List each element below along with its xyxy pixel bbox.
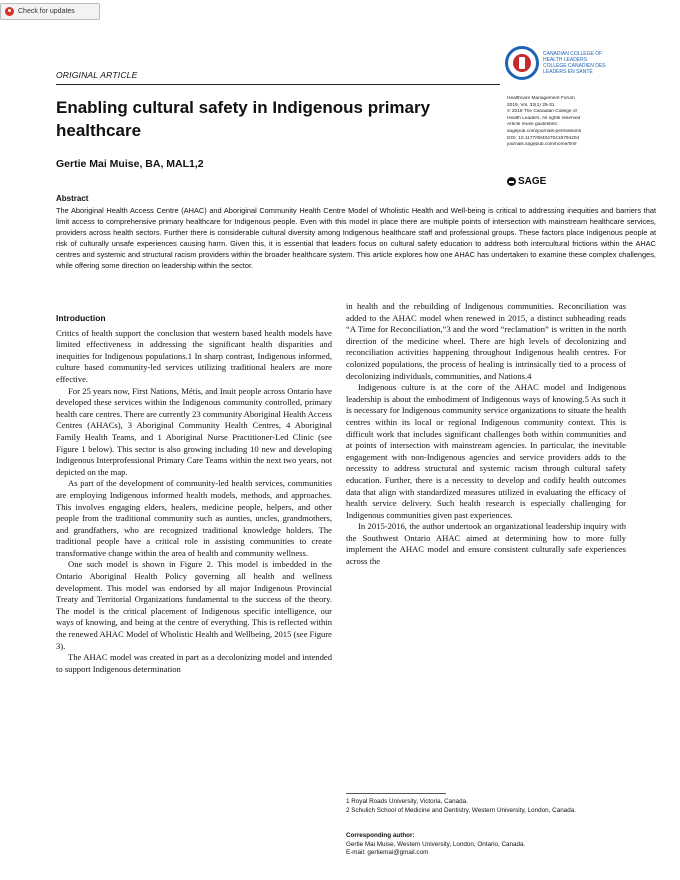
publisher-name: SAGE: [518, 176, 547, 187]
body-column-left: [56, 313, 332, 675]
paragraph: As part of the development of community-led health services, communities are employing Indigenous informed health models, methods, and approaches. This involves engaging elders, healers, medicine people, helpers, and other people from the traditional community such as aunties, uncles, grandmothers, and grandfathers, who are recognized traditional knowledge holders. The traditional people have a critical role in assisting communities to create transformative change within the area of health and community wellness.: [56, 478, 332, 558]
logo-line: CANADIAN COLLEGE OF: [543, 51, 603, 57]
header-divider: [56, 84, 500, 85]
check-updates-icon: [5, 7, 14, 16]
article-title: Enabling cultural safety in Indigenous primary healthcare: [56, 98, 431, 140]
correspondence: [346, 832, 646, 858]
paragraph: For 25 years now, First Nations, Métis, and Inuit people across Ontario have developed these services within the Indigenous community controlled, primary health care centres. There are currently 23 community Aboriginal Health Access Centres (AHACs), 3 Aboriginal Community Health Centres, 4 Aboriginal Family Health Teams, and 1 Aboriginal Nurse Practitioner-Led Clinic (see Figure 1 below). This sector is also growing including 10 new and developing Indigenous Interprofessional Primary Care Teams within the next two years, not depicted on the map.: [56, 385, 332, 477]
footnote-divider: [346, 793, 446, 794]
journal-info-line[interactable]: Article reuse guidelines:: [507, 122, 558, 128]
correspondence-heading: Corresponding author:: [346, 832, 415, 839]
paragraph: The AHAC model was created in part as a decolonizing model and intended to support Indigenous determination: [56, 652, 332, 674]
paragraph: One such model is shown in Figure 2. This model is imbedded in the Ontario Aboriginal Health Policy governing all health and wellness development. This model was endorsed by all major Indigenous Provincial Treaty and Territorial Organizations fundamental to the success of the theory. The model is the critical placement of Indigenous specific intelligence, our ways of knowing, and being at the centre of everything. This is reflected within the renewed AHAC Model of Wholistic Health and Wellbeing, 2015 (see Figure 3).: [56, 559, 332, 651]
logo-line: COLLÈGE CANADIEN DES: [543, 63, 606, 69]
author-line: Gertie Mai Muise, BA, MAL1,2: [56, 158, 204, 170]
journal-info-line[interactable]: sagepub.com/journals-permissions: [507, 128, 582, 134]
journal-home-link[interactable]: journals.sagepub.com/home/hmf: [507, 142, 577, 148]
affiliation-line: 2 Schulich School of Medicine and Dentistry, Western University, London, Canada.: [346, 806, 576, 814]
journal-info-line: © 2018 The Canadian College of: [507, 109, 577, 115]
paragraph: Critics of health support the conclusion that western based health models have limited effectiveness in addressing the significant health disparities and inequities for Indigenous populations.1 In sharp contrast, Indigenous informed, culture based community-led services utilizing traditional healers are more effective.: [56, 327, 332, 384]
journal-info-line: Health Leaders. All rights reserved: [507, 115, 581, 121]
sage-icon: [507, 177, 516, 186]
article-type: ORIGINAL ARTICLE: [56, 70, 138, 80]
journal-info: [507, 96, 627, 149]
logo-line: LEADERS EN SANTÉ: [543, 69, 593, 75]
affiliations: [346, 798, 646, 815]
logo-line: HEALTH LEADERS: [543, 57, 588, 63]
section-heading: Introduction: [56, 313, 106, 323]
affiliation-line: 1 Royal Roads University, Victoria, Canada.: [346, 798, 468, 805]
journal-info-line: 2019, Vol. 32(1) 25-31: [507, 102, 555, 108]
correspondence-email[interactable]: E-mail: gertiemai@gmail.com: [346, 849, 429, 857]
check-for-updates-badge[interactable]: [0, 3, 100, 20]
abstract-text: The Aboriginal Health Access Centre (AHAC) and Aboriginal Community Health Centre Model of Wholistic Health and Well-being is critical to addressing inequities and barriers that limit access to comprehensive primary healthcare for Indigenous people. Even with this model in place there are multiple points of intersection with mainstream healthcare services, providers across health sectors. Further there is considerable cultural diversity among Indigenous healthcare staff and professional groups. These factors place Indigenous people at risk of culturally unsafe experiences causing harm. Given this, it is essential that leaders focus on cultural safety education to address both intercultural frictions within the AHAC centres and systemic and structural racism providers within the broader healthcare system. This article explores how one AHAC has undertaken to examine these complex challenges, while offering some direction on leadership within the sector.: [56, 206, 656, 270]
body-column-right: [346, 301, 626, 568]
paragraph: in health and the rebuilding of Indigenous communities. Reconciliation was added to the AHAC model when renewed in 2015, a distinct subheading reads “A Time for Reconciliation,”3 and the word “reclamation” is written in the north direction of the medicine wheel. There are high levels of decolonizing and reconciliation activities happening throughout Indigenous health centres. For colonized populations, the process of healing is intrinsically tied to a process of decolonizing individuals, communities, and Nations.4: [346, 301, 626, 381]
abstract-heading: Abstract: [56, 194, 89, 203]
correspondence-address: Gertie Mai Muise, Western University, London, Ontario, Canada.: [346, 840, 526, 848]
college-logo-text: [543, 51, 623, 75]
doi-link[interactable]: DOI: 10.1177/0840470418794204: [507, 135, 580, 141]
publisher-logo: [507, 176, 546, 187]
journal-info-line: Healthcare Management Forum: [507, 96, 575, 101]
college-seal-icon: [505, 46, 539, 80]
paragraph: Indigenous culture is at the core of the AHAC model and Indigenous leadership is about the embodiment of Indigenous ways of knowing.5 As such it is necessary for Indigenous community service organizations to situate the health centres within its local or regional Indigenous community context. This is difficult work that includes significant challenges both within communities and at points of intersection with mainstream agencies. In particular, the inevitable engagement with non-Indigenous agencies and service providers adds to the necessity to address structural and systemic racism through cultural safety education. Further, there is a necessity to develop and codify health outcomes data that align with standardized measures utilized in evaluating the efficacy of health service delivery. Such health research is especially challenging for Indigenous communities given past experiences.: [346, 382, 626, 520]
check-for-updates-label: Check for updates: [18, 8, 75, 15]
paragraph: In 2015-2016, the author undertook an organizational leadership inquiry with the Southwest Ontario AHAC aimed at determining how to more fully implement the AHAC model and ensure consistent culturally safe experiences across the: [346, 521, 626, 567]
